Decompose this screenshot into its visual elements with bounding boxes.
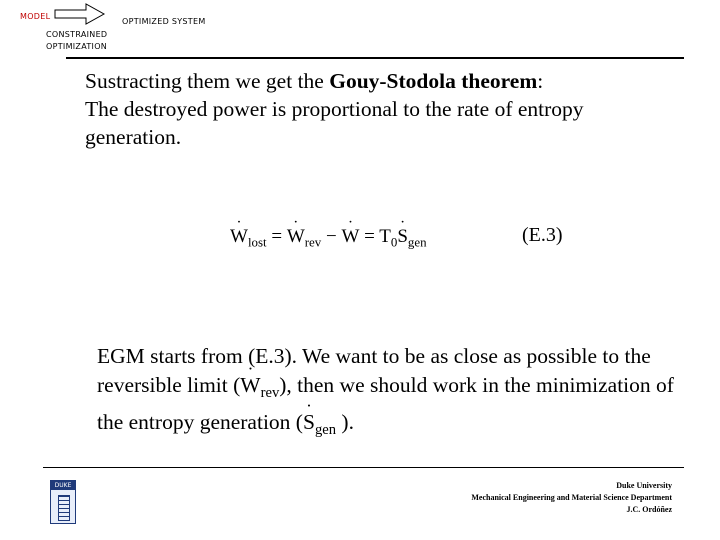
- temperature-t: T: [379, 226, 391, 247]
- duke-logo: [50, 480, 76, 524]
- w-plain-dot: ˙ W: [341, 226, 359, 248]
- constrained-label: CONSTRAINED: [46, 30, 108, 39]
- egm-part3: ).: [336, 410, 354, 435]
- intro-paragraph: [85, 67, 685, 151]
- w-rev-dot: ˙ W: [287, 226, 305, 248]
- zero-subscript: 0: [390, 234, 398, 250]
- logo-text: DUKE: [51, 481, 75, 490]
- university-name: Duke University: [616, 481, 672, 490]
- egm-s-dot: ˙ S: [303, 408, 315, 437]
- right-arrow-icon: [54, 3, 106, 27]
- bottom-divider: [43, 467, 684, 468]
- egm-w-dot: ˙ W: [240, 371, 260, 400]
- optimization-label: OPTIMIZATION: [46, 42, 108, 51]
- intro-lead: Sustracting them we get the: [85, 69, 330, 93]
- rev-subscript: rev: [304, 234, 322, 250]
- top-divider: [66, 57, 684, 59]
- w-dot: ˙ W: [230, 226, 248, 248]
- gouy-stodola-equation: [230, 226, 427, 251]
- s-dot: ˙ S: [397, 226, 408, 248]
- minus-sign: −: [321, 226, 342, 247]
- theorem-name: Gouy-Stodola theorem: [329, 69, 538, 93]
- lost-subscript: lost: [247, 234, 267, 250]
- egm-paragraph: [97, 342, 697, 445]
- author-name: J.C. Ordóñez: [626, 505, 672, 514]
- equals-2: =: [359, 226, 380, 247]
- intro-line2: The destroyed power is proportional to the rate of entropy generation.: [85, 97, 584, 149]
- egm-part2: ), then we should work in the minimization of the entropy generation (: [97, 373, 674, 435]
- equals-1: =: [266, 226, 287, 247]
- chapel-tower-icon: [58, 495, 70, 521]
- optimized-system-label: OPTIMIZED SYSTEM: [122, 17, 206, 26]
- department-name: Mechanical Engineering and Material Science Department: [471, 493, 672, 502]
- gen-subscript: gen: [407, 234, 427, 250]
- egm-gen-subscript: gen: [314, 422, 337, 439]
- intro-colon: :: [537, 69, 544, 93]
- model-label: MODEL: [20, 12, 51, 21]
- egm-rev-subscript: rev: [260, 385, 280, 402]
- footer-credits: [471, 480, 672, 516]
- egm-part1: EGM starts from (E.3). We want to be as close as possible to the reversible limit (: [97, 344, 651, 397]
- equation-number: (E.3): [522, 224, 563, 246]
